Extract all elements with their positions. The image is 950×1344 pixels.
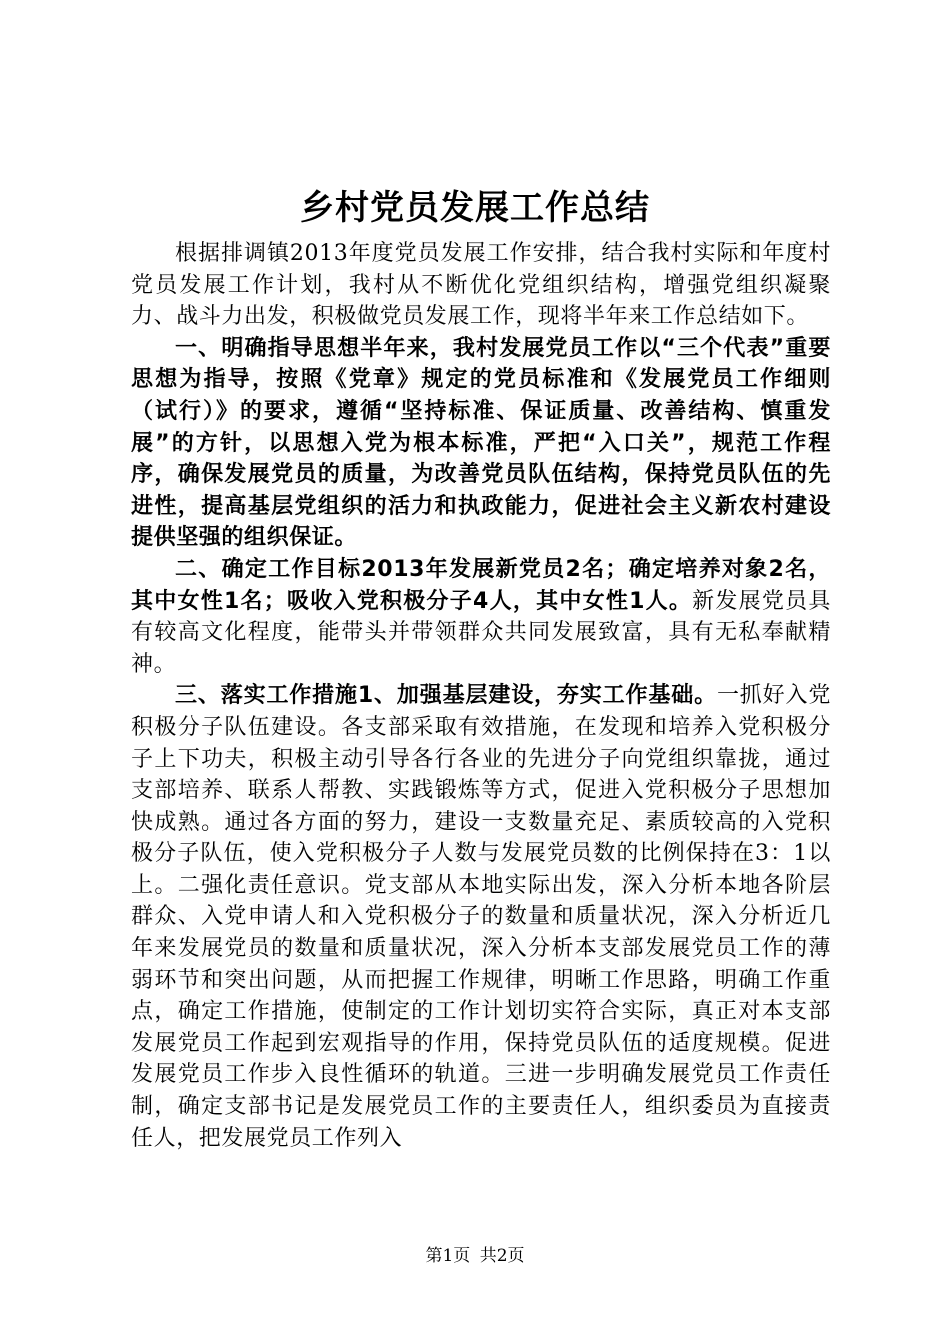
paragraph-intro [131,238,831,333]
paragraph-section-2 [131,554,831,680]
paragraph-section-3 [131,680,831,1154]
paragraph-text: 一抓好入党积极分子队伍建设。各支部采取有效措施，在发现和培养入党积极分子上下功夫，积极主动引导各行各业的先进分子向党组织靠拢，通过支部培养、联系人帮教、实践锻炼等方式，促进入党积极分子思想加快成熟。通过各方面的努力，建设一支数量充足、素质较高的入党积极分子队伍，使入党积极分子人数与发展党员数的比例保持在3：1以上。二强化责任意识。党支部从本地实际出发，深入分析本地各阶层群众、入党申请人和入党积极分子的数量和质量状况，深入分析近几年来发展党员的数量和质量状况，深入分析本支部发展党员工作的薄弱环节和突出问题，从而把握工作规律，明晰工作思路，明确工作重点，确定工作措施，使制定的工作计划切实符合实际，真正对本支部发展党员工作起到宏观指导的作用，保持党员队伍的适度规模。促进发展党员工作步入良性循环的轨道。三进一步明确发展党员工作责任制，确定支部书记是发展党员工作的主要责任人，组织委员为直接责任人，把发展党员工作列入 [131,683,831,1151]
document-body [131,238,831,1154]
paragraph-lead: 三、落实工作措施1、加强基层建设，夯实工作基础。 [175,683,717,709]
paragraph-lead: 一、明确指导思想半年来，我村发展党员工作以“三个代表”重要思想为指导，按照《党章》规定的党员标准和《发展党员工作细则（试行）》的要求，遵循“坚持标准、保证质量、改善结构、慎重发展”的方针，以思想入党为根本标准，严把“入口关”，规范工作程序，确保发展党员的质量，为改善党员队伍结构，保持党员队伍的先进性，提高基层党组织的活力和执政能力，促进社会主义新农村建设提供坚强的组织保证。 [131,335,831,551]
paragraph-text: 根据排调镇2013年度党员发展工作安排，结合我村实际和年度村党员发展工作计划，我村从不断优化党组织结构，增强党组织凝聚力、战斗力出发，积极做党员发展工作，现将半年来工作总结如下。 [131,241,831,330]
paragraph-text: 新发展党员具有较高文化程度，能带头并带领群众共同发展致富，具有无私奉献精神。 [131,588,831,677]
paragraph-lead: 二、确定工作目标2013年发展新党员2名；确定培养对象2名，其中女性1名；吸收入党积极分子4人，其中女性1人。 [131,556,831,614]
page-number: 第1页 [425,1246,471,1266]
page-footer [0,1244,950,1268]
paragraph-section-1 [131,333,831,554]
document-title: 乡村党员发展工作总结 [300,188,650,228]
page-total: 共2页 [479,1246,525,1266]
